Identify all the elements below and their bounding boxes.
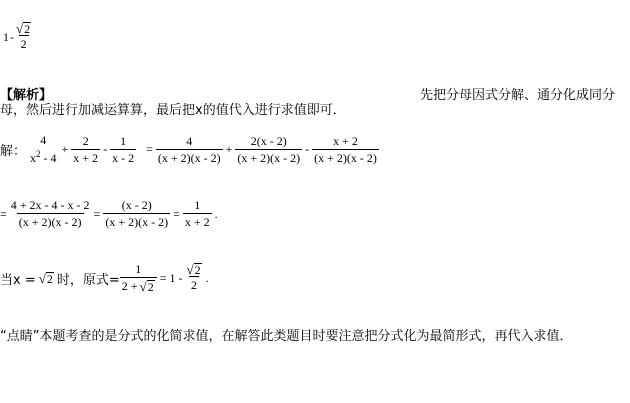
analysis-method-right: 先把分母因式分解、通分化成同分 <box>420 88 616 103</box>
analysis-header: 【解析】 <box>0 88 53 103</box>
step2-op-minus: - <box>305 142 310 156</box>
substitute-den-prefix: 2 + <box>121 279 138 293</box>
simplify-frac-2-den: (x + 2)(x - 2) <box>105 215 169 229</box>
step2-term-2-den: (x + 2)(x - 2) <box>237 150 301 165</box>
sqrt-icon: √ <box>38 270 46 286</box>
answer-denominator: 2 <box>20 37 27 51</box>
substitute-when: 当x = <box>0 272 36 288</box>
term-2-den: x + 2 <box>73 150 99 165</box>
term-3-num: 1 <box>120 133 127 148</box>
simplify-line <box>0 198 218 230</box>
comment-text: “点睛”本题考查的是分式的化简求值，在解答此类题目时要注意把分式化为最简形式，再代入求值． <box>0 329 573 344</box>
term-1-num: 4 <box>40 133 47 147</box>
step2-term-2 <box>235 134 302 166</box>
answer-radicand: 2 <box>24 22 31 36</box>
op-equals: = <box>146 142 153 156</box>
substitute-then: 时，原式= <box>56 272 120 288</box>
step2-term-1 <box>156 134 223 166</box>
answer-expression <box>3 22 32 52</box>
sqrt-icon: √ <box>186 262 194 277</box>
substitute-line <box>0 262 209 294</box>
simplify-eq-2: = <box>93 206 101 221</box>
substitute-radicand: 2 <box>46 271 53 286</box>
op-plus: + <box>61 142 69 156</box>
simplify-frac-1-den: (x + 2)(x - 2) <box>18 215 82 229</box>
simplify-frac-2-num: (x - 2) <box>121 198 152 212</box>
simplify-frac-3 <box>183 198 212 230</box>
term-2-num: 2 <box>82 133 89 148</box>
simplify-eq-3: = <box>173 206 180 221</box>
simplify-frac-1-num: 4 + 2x - 4 - x - 2 <box>10 198 90 212</box>
sqrt-icon: √ <box>139 279 147 294</box>
substitute-frac-num: 1 <box>135 262 142 276</box>
step2-term-1-den: (x + 2)(x - 2) <box>157 150 221 165</box>
step2-op-plus: + <box>225 142 233 156</box>
simplify-frac-2 <box>103 198 170 230</box>
simplify-eq-1: = <box>0 206 7 221</box>
step2-term-3-den: (x + 2)(x - 2) <box>314 150 377 165</box>
substitute-den-sqrt <box>140 280 155 293</box>
answer-minus: - <box>10 29 14 44</box>
answer-one: 1 <box>3 29 9 44</box>
term-3 <box>110 134 136 166</box>
term-1 <box>28 133 59 166</box>
substitute-result-den: 2 <box>191 278 198 292</box>
simplify-end: . <box>214 206 218 221</box>
substitute-eq-result: = 1 - <box>159 270 183 285</box>
substitute-result-radicand: 2 <box>194 263 201 277</box>
step2-term-2-num: 2(x - 2) <box>250 133 287 148</box>
step2-term-3 <box>312 134 379 166</box>
solution-label: 解： <box>0 144 27 159</box>
analysis-method-continuation: 母，然后进行加减运算算，最后把x的值代入进行求值即可． <box>0 103 346 118</box>
step2-term-3-num: x + 2 <box>333 133 358 148</box>
simplify-frac-3-num: 1 <box>194 198 201 212</box>
substitute-den-radicand: 2 <box>147 280 154 294</box>
op-minus: - <box>103 142 108 156</box>
substitute-frac <box>120 262 157 294</box>
substitute-result-frac <box>185 263 202 293</box>
substitute-sqrt <box>36 272 54 285</box>
substitute-frac-den <box>120 277 157 294</box>
substitute-end: . <box>205 270 209 285</box>
sqrt-icon: √ <box>16 21 24 36</box>
solution-line-1 <box>0 133 379 166</box>
term-1-den: $x^2 - 4$ <box>30 149 57 165</box>
term-3-den: x - 2 <box>112 150 135 165</box>
simplify-frac-1 <box>10 198 91 230</box>
answer-fraction <box>15 22 32 52</box>
answer-sqrt <box>15 22 32 35</box>
simplify-frac-3-den: x + 2 <box>184 215 210 229</box>
step2-term-1-num: 4 <box>186 133 193 148</box>
term-2 <box>71 134 100 166</box>
substitute-result-sqrt <box>185 263 202 276</box>
